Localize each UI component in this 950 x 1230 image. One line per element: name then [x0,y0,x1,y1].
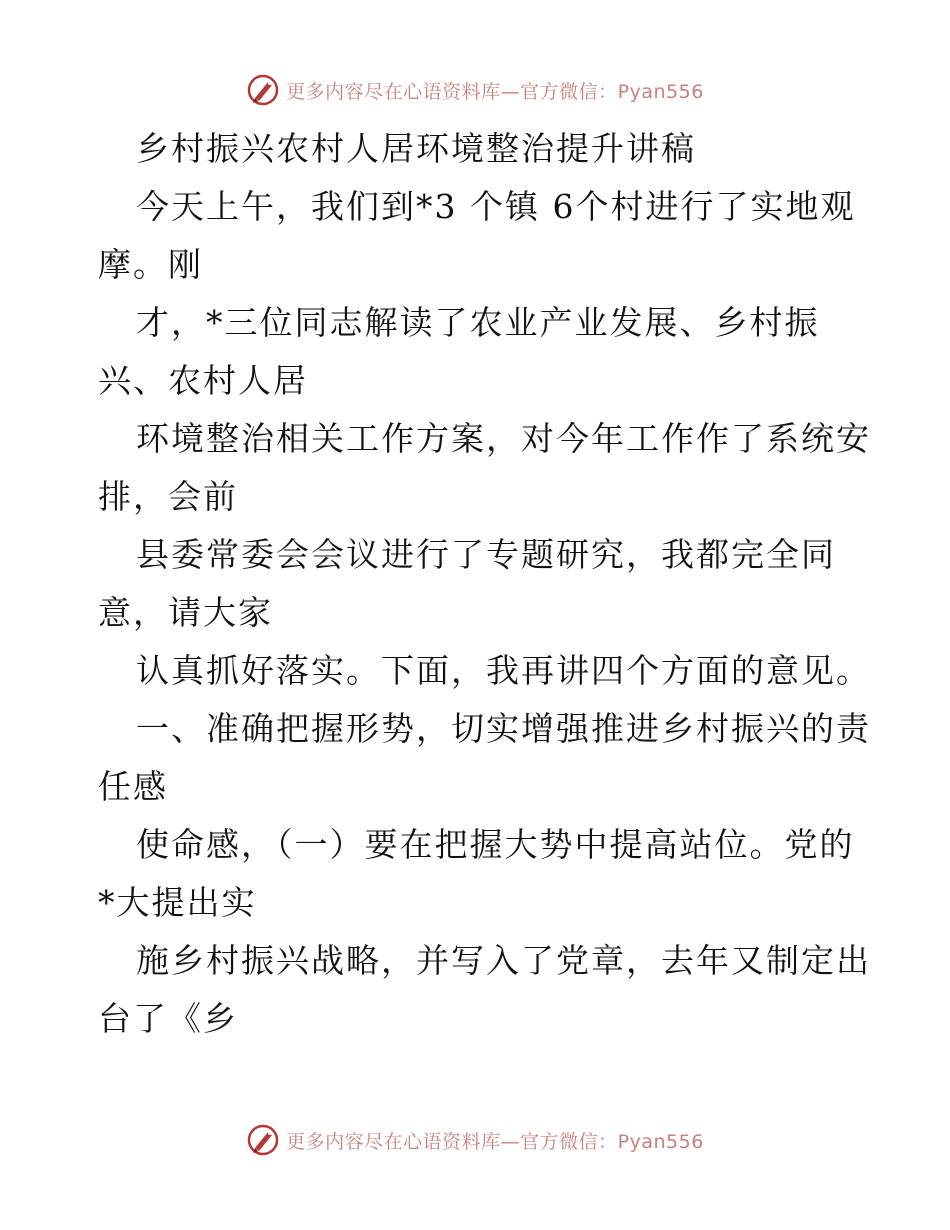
text-line: 一、准确把握形势，切实增强推进乡村振兴的责 [136,709,871,748]
banner-text: 更多内容尽在心语资料库—官方微信：Pyan556 [286,1130,704,1153]
text-line: 认真抓好落实。下面，我再讲四个方面的意见。 [136,651,871,690]
header-banner [0,70,950,110]
text-line: 今天上午，我们到*3 个镇 6个村进行了实地观 [136,187,856,226]
text-line: 施乡村振兴战略，并写入了党章，去年又制定出 [136,941,871,980]
text-line: 县委常委会会议进行了专题研究，我都完全同 [136,535,836,574]
text-line: 排，会前 [98,477,238,516]
text-line: 任感 [98,767,168,806]
text-line: 意，请大家 [98,593,273,632]
footer-banner [0,1120,950,1160]
text-line: 兴、农村人居 [98,361,308,400]
text-line: 才，*三位同志解读了农业产业发展、乡村振 [136,303,820,342]
pen-logo-icon [246,1123,280,1157]
text-line: 环境整治相关工作方案，对今年工作作了系统安 [136,419,871,458]
text-line: *大提出实 [98,883,257,922]
text-line: 使命感，（一）要在把握大势中提高站位。党的 [136,825,855,864]
banner-text: 更多内容尽在心语资料库—官方微信：Pyan556 [286,80,704,103]
text-line: 台了《乡 [98,999,238,1038]
pen-logo-icon [246,73,280,107]
document-title: 乡村振兴农村人居环境整治提升讲稿 [136,129,696,168]
text-line: 摩。刚 [98,245,203,284]
document-body [98,120,871,1048]
